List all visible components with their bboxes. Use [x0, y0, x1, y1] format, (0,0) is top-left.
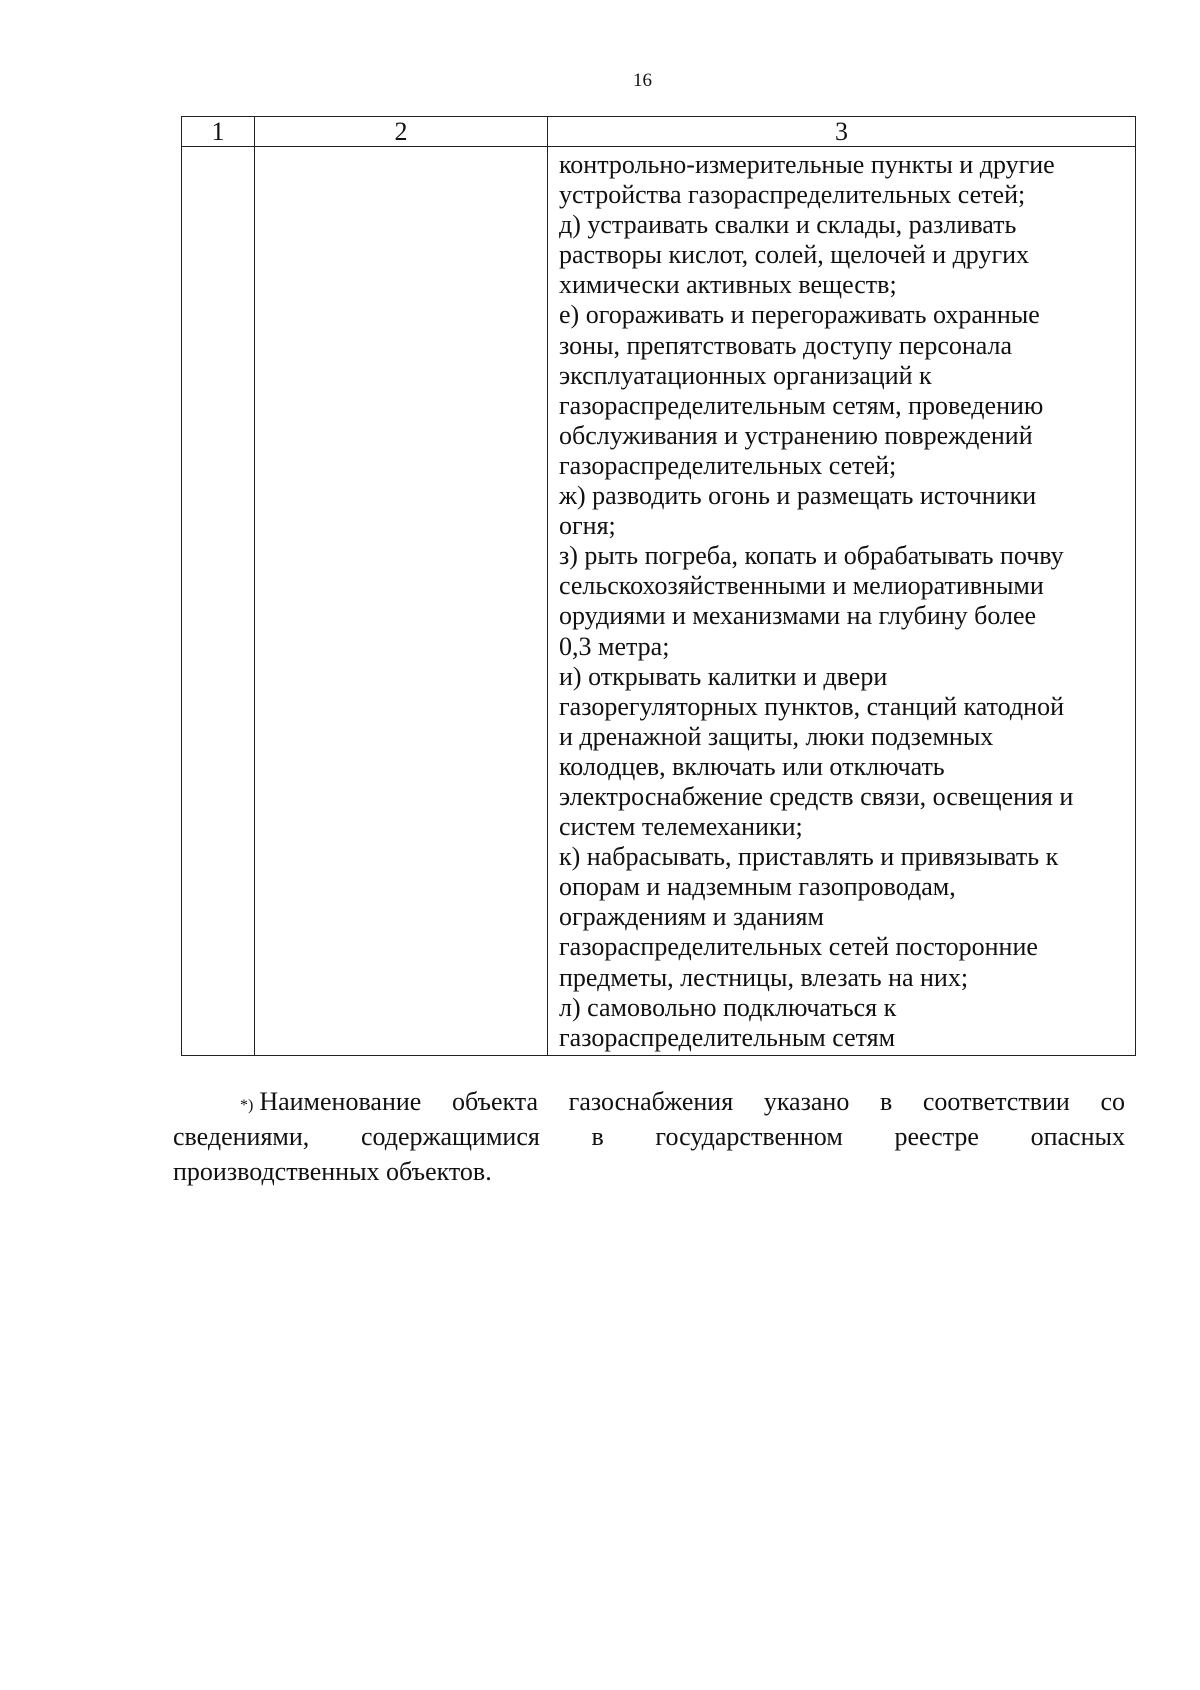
text-line: систем телемеханики; — [559, 812, 803, 842]
footnote-word: в — [591, 1122, 604, 1151]
table-cell-col1 — [182, 147, 255, 1056]
column-header-1: 1 — [182, 117, 255, 147]
text-line: ж) разводить огонь и размещать источники — [559, 481, 1037, 511]
footnote-line-3: производственных объектов. — [173, 1157, 492, 1186]
text-line: газораспределительным сетям — [559, 1022, 896, 1052]
text-line: газораспределительным сетям, проведению — [559, 390, 1044, 420]
text-line: сельскохозяйственными и мелиоративными — [559, 571, 1044, 601]
text-line: ограждениям и зданиям — [559, 902, 824, 932]
footnote-word: в — [879, 1087, 893, 1116]
text-line: растворы кислот, солей, щелочей и других — [559, 240, 1030, 270]
table-row — [182, 147, 1136, 1056]
text-line: колодцев, включать или отключать — [559, 751, 945, 781]
footnote-word: газоснабжения — [568, 1087, 734, 1116]
footnote-word: со — [1100, 1087, 1125, 1116]
footnote-word: указано — [763, 1087, 850, 1116]
column-header-2: 2 — [255, 117, 548, 147]
footnote-word: реестре — [894, 1122, 979, 1151]
text-line: д) устраивать свалки и склады, разливать — [559, 210, 1017, 240]
text-line: зоны, препятствовать доступу персонала — [559, 330, 1013, 360]
footnote-word: сведениями, — [173, 1122, 310, 1151]
text-line: контрольно-измерительные пункты и другие — [559, 150, 1055, 179]
text-line: з) рыть погреба, копать и обрабатывать почву — [559, 541, 1064, 571]
text-line: л) самовольно подключаться к — [559, 992, 897, 1022]
footnote-line-2 — [173, 1119, 1125, 1154]
text-line: газораспределительных сетей посторонние — [559, 932, 1038, 962]
text-line: 0,3 метра; — [559, 631, 670, 661]
restrictions-text — [548, 147, 1135, 1055]
footnote-word: государственном — [655, 1122, 843, 1151]
footnote-word: объекта — [451, 1087, 539, 1116]
document-table — [181, 116, 1136, 1056]
footnote — [173, 1084, 1125, 1189]
text-line: к) набрасывать, приставлять и привязывать к — [559, 842, 1059, 872]
page-number: 16 — [633, 70, 652, 91]
text-line: эксплуатационных организаций к — [559, 360, 932, 390]
text-line: опорам и надземным газопроводам, — [559, 872, 956, 902]
table-header-row — [182, 117, 1136, 147]
footnote-word: опасных — [1030, 1122, 1125, 1151]
table-cell-col2 — [255, 147, 548, 1056]
column-header-3: 3 — [548, 117, 1136, 147]
footnote-word: содержащимися — [360, 1122, 540, 1151]
footnote-word: соответствии — [922, 1087, 1070, 1116]
text-line: устройства газораспределительных сетей; — [559, 180, 1026, 210]
text-line: газорегуляторных пунктов, станций катодной — [559, 691, 1064, 721]
text-line: обслуживания и устранению повреждений — [559, 420, 1033, 450]
footnote-line-1-text — [259, 1084, 1125, 1119]
text-line: предметы, лестницы, влезать на них; — [559, 962, 969, 992]
text-line: и) открывать калитки и двери — [559, 661, 888, 691]
text-line: газораспределительных сетей; — [559, 450, 897, 480]
text-line: электроснабжение средств связи, освещения и — [559, 781, 1074, 811]
text-line: и дренажной защиты, люки подземных — [559, 721, 994, 751]
text-line: огня; — [559, 511, 616, 541]
text-line: химически активных веществ; — [559, 270, 897, 300]
table-cell-col3 — [548, 147, 1136, 1056]
footnote-word: Наименование — [259, 1087, 422, 1116]
text-line: е) огораживать и перегораживать охранные — [559, 300, 1040, 330]
text-line: орудиями и механизмами на глубину более — [559, 601, 1037, 631]
footnote-line-1: *) Наименование объекта газоснабжения указано в соответствии со — [173, 1084, 1125, 1119]
